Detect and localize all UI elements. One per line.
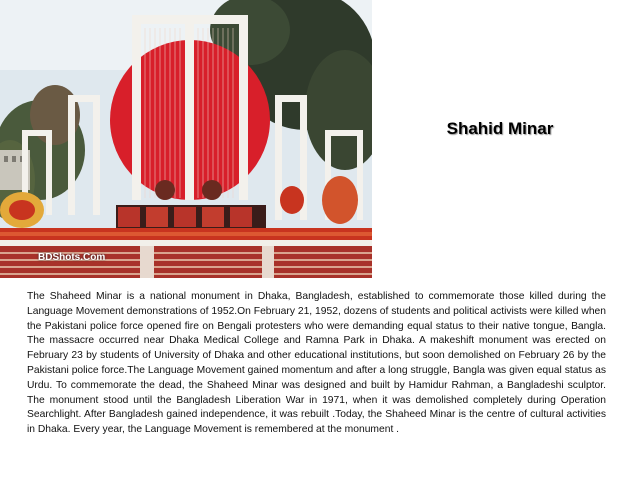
photo-watermark: BDShots.Com — [38, 252, 106, 263]
shahid-minar-illustration — [0, 0, 372, 278]
slide-title: Shahid Minar — [446, 119, 554, 138]
flower-platform — [0, 228, 372, 246]
shahid-minar-photo — [0, 0, 372, 278]
body-paragraph: The Shaheed Minar is a national monument in Dhaka, Bangladesh, established to commemorate those killed during the Language Movement demonstrations of 1952.On February 21, 1952, dozens of students and political activists were killed when the Pakistani police force opened fire on Bengali protesters who were demanding equal status to their native tongue, Bangla. The massacre occurred near Dhaka Medical College and Ramna Park in Dhaka. A makeshift monument was erected on February 23 by students of University of Dhaka and other educational institutions, but soon demolished on February 26 by the Pakistani police force.The Language Movement gained momentum and after a long struggle, Bangla was given equal status as Urdu. To commemorate the dead, the Shaheed Minar was designed and built by Hamidur Rahman, a Bangladeshi sculptor. The monument stood until the Bangladesh Liberation War in 1971, when it was demolished completely during Operation Searchlight. After Bangladesh gained independence, it was rebuilt .Today, the Shaheed Minar is the centre of cultural activities in Dhaka. Every year, the Language Movement is remembered at the monument . — [27, 291, 606, 436]
